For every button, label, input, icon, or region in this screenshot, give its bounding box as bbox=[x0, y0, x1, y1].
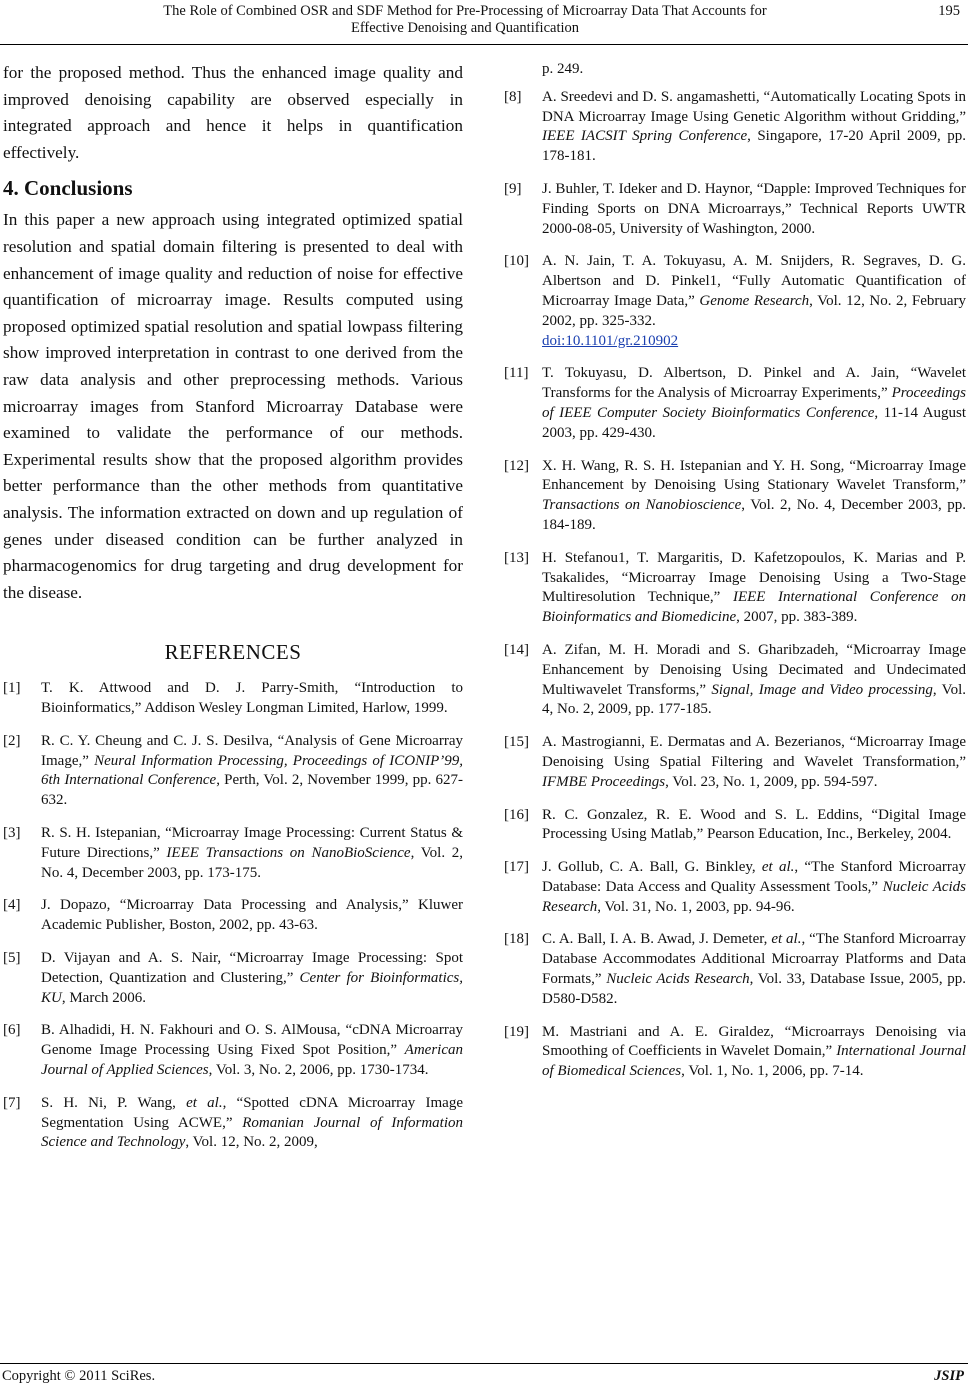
reference-item bbox=[504, 806, 966, 846]
reference-item bbox=[504, 364, 966, 443]
reference-list-right bbox=[504, 88, 966, 1082]
reference-text: H. Stefanou1, T. Margaritis, D. Kafetzopoulos, K. Marias and P. Tsakalides, “Microarray Image Denoising Using a Two-Stage Multiresolution Technique,” bbox=[542, 549, 966, 606]
reference-text: R. S. H. Istepanian, “Microarray Image Processing: Current Status & Future Directions,” bbox=[41, 825, 463, 861]
reference-text: IEEE International Conference on Bioinformatics and Biomedicine bbox=[542, 589, 966, 626]
left-column bbox=[3, 60, 463, 1166]
running-header bbox=[0, 0, 968, 45]
reference-number: [13] bbox=[504, 549, 529, 566]
reference-text: Transactions on Nanobioscience bbox=[542, 497, 742, 514]
reference-text: , “The Stanford Microarray Database: Data Access and Quality Assessment Tools,” bbox=[542, 859, 966, 895]
reference-text: IFMBE Proceedings bbox=[542, 773, 666, 790]
reference-text: , Vol. 2, No. 4, December 2003, pp. 184-189. bbox=[542, 497, 967, 533]
reference-item bbox=[3, 1094, 463, 1153]
reference-text: , Perth, Vol. 2, November 1999, pp. 627-632. bbox=[41, 772, 464, 809]
reference-text: , Vol. 3, No. 2, 2006, pp. 1730-1734. bbox=[208, 1062, 429, 1079]
reference-list-left bbox=[3, 679, 463, 1153]
running-title-line1: The Role of Combined OSR and SDF Method for Pre-Processing of Microarray Data That Accounts for bbox=[163, 3, 767, 19]
reference-number: [15] bbox=[504, 734, 529, 751]
reference-number: [1] bbox=[3, 680, 21, 697]
reference-text: Center for Bioinformatics, KU bbox=[41, 969, 463, 1006]
reference-number: [19] bbox=[504, 1023, 529, 1040]
reference-text: , Vol. 4, No. 2, 2009, pp. 177-185. bbox=[542, 681, 966, 718]
reference-text: , Vol. 31, No. 1, 2003, pp. 94-96. bbox=[597, 898, 795, 915]
reference-number: [5] bbox=[3, 950, 21, 967]
reference-item bbox=[504, 733, 966, 792]
running-title-line2: Effective Denoising and Quantification bbox=[350, 20, 580, 36]
reference-text: T. K. Attwood and D. J. Parry-Smith, “Introduction to Bioinformatics,” Addison Wesley Longman Limited, Harlow, 1999. bbox=[41, 680, 463, 717]
reference-text: et al. bbox=[771, 931, 802, 948]
reference-text: Proceedings of IEEE Computer Society Bioinformatics Conference bbox=[542, 385, 966, 421]
conclusions-text: In this paper a new approach using integrated optimized spatial resolution and spatial domain filtering is presented to deal with enhancement of image quality and reduction of noise for effective quantification of microarray image. Results computed using proposed optimized spatial resolution and spatial lowpass filtering show improved interpretation in contrast to one derived from the raw data analysis and other preprocessing methods. Various microarray images from Stanford Microarray Database were examined to validate the performance of our methods. Experimental results show that the proposed algorithm provides better performance than the other methods from quantitative analysis. The information extracted on down and up regulation of genes under diseased condition can be further analyzed in pharmacogenomics for drug targeting and drug development for the disease. bbox=[3, 210, 463, 602]
reference-item bbox=[504, 930, 966, 1009]
reference-text: , Vol. 33, Database Issue, 2005, pp. D580-D582. bbox=[542, 971, 967, 1007]
reference-text: , Vol. 12, No. 2, February 2002, pp. 325-332. bbox=[542, 292, 966, 329]
reference-text: , Vol. 23, No. 1, 2009, pp. 594-597. bbox=[665, 773, 878, 790]
reference-text: American Journal of Applied Sciences bbox=[41, 1042, 463, 1079]
reference-text: , “The Stanford Microarray Database Accommodates Additional Microarray Platforms and Data Formats,” bbox=[542, 931, 966, 988]
reference-text: IEEE Transactions on NanoBioScience bbox=[166, 844, 411, 861]
reference-number: [6] bbox=[3, 1022, 21, 1039]
reference-item bbox=[504, 252, 966, 351]
reference-text: A. Sreedevi and D. S. angamashetti, “Automatically Locating Spots in DNA Microarray Image Using Genetic Algorithm without Gridding,” bbox=[542, 88, 966, 125]
reference-text: Neural Information Processing, Proceedings of ICONIP’99, 6th International Conference bbox=[41, 752, 464, 789]
reference-number: [11] bbox=[504, 365, 529, 382]
reference-item bbox=[504, 641, 966, 720]
reference-text: , 11-14 August 2003, pp. 429-430. bbox=[542, 404, 966, 441]
reference-number: [18] bbox=[504, 931, 529, 948]
reference-text: , March 2006. bbox=[61, 989, 146, 1006]
reference-text: Signal, Image and Video processing bbox=[711, 681, 933, 698]
copyright-text: Copyright © 2011 SciRes. bbox=[2, 1368, 156, 1384]
reference-text: Nucleic Acids Research bbox=[606, 971, 750, 988]
reference-text: International Journal of Biomedical Sciences bbox=[542, 1043, 966, 1080]
reference-item bbox=[504, 858, 966, 917]
doi-link[interactable]: doi:10.1101/gr.210902 bbox=[542, 332, 679, 349]
journal-abbrev: JSIP bbox=[934, 1368, 964, 1384]
reference-number: [14] bbox=[504, 641, 529, 658]
reference-text: Nucleic Acids Research bbox=[542, 878, 966, 915]
reference-text: , “Spotted cDNA Microarray Image Segmentation Using ACWE,” bbox=[41, 1094, 464, 1131]
reference-text: , Singapore, 17-20 April 2009, pp. 178-181. bbox=[542, 128, 966, 165]
reference-number: [12] bbox=[504, 457, 529, 474]
references-heading: REFERENCES bbox=[164, 640, 302, 665]
intro-paragraph: for the proposed method. Thus the enhanced image quality and improved denoising capability are observed especially in integrated approach and hence it helps in quantification effectively. bbox=[3, 63, 463, 162]
reference-text: C. A. Ball, I. A. B. Awad, J. Demeter, bbox=[542, 931, 772, 948]
reference-item bbox=[3, 949, 463, 1008]
reference-text: J. Gollub, C. A. Ball, G. Binkley, bbox=[542, 859, 762, 876]
reference-text: T. Tokuyasu, D. Albertson, D. Pinkel and A. Jain, “Wavelet Transforms for the Analysis of Microarray Experiments,” bbox=[542, 365, 966, 402]
reference-number: [7] bbox=[3, 1094, 21, 1111]
reference-item bbox=[3, 896, 463, 936]
reference-text: , Vol. 12, No. 2, 2009, bbox=[185, 1134, 318, 1151]
reference-text: A. Mastrogianni, E. Dermatas and A. Bezerianos, “Microarray Image Denoising Using Spatial Filtering and Wavelet Transformation,” bbox=[542, 734, 966, 770]
reference-text: R. C. Y. Cheung and C. J. S. Desilva, “Analysis of Gene Microarray Image,” bbox=[41, 732, 463, 769]
reference-text: , 2007, pp. 383-389. bbox=[736, 609, 858, 626]
reference-text: B. Alhadidi, H. N. Fakhouri and O. S. AlMousa, “cDNA Microarray Genome Image Processing Using Fixed Spot Position,” bbox=[41, 1022, 463, 1059]
reference-item bbox=[504, 180, 966, 239]
reference-item bbox=[3, 1021, 463, 1080]
page-footer bbox=[0, 1363, 968, 1386]
reference-text: , Vol. 2, No. 4, December 2003, pp. 173-175. bbox=[41, 844, 463, 881]
reference-text: D. Vijayan and A. S. Nair, “Microarray Image Processing: Spot Detection, Quantization and Clustering,” bbox=[41, 950, 463, 986]
reference-item bbox=[3, 732, 463, 811]
reference-number: [9] bbox=[504, 180, 522, 197]
reference-item bbox=[504, 1023, 966, 1082]
reference-text: M. Mastriani and A. E. Giraldez, “Microarrays Denoising via Smoothing of Coefficients in Wavelet Domain,” bbox=[542, 1023, 966, 1060]
reference-number: [8] bbox=[504, 88, 522, 105]
reference-text: S. H. Ni, P. Wang, bbox=[41, 1094, 187, 1111]
reference-text: R. C. Gonzalez, R. E. Wood and S. L. Eddins, “Digital Image Processing Using Matlab,” Pearson Education, Inc., Berkeley, 2004. bbox=[542, 806, 966, 843]
reference-text: A. Zifan, M. H. Moradi and S. Gharibzadeh, “Microarray Image Enhancement by Denoising Using Decimated and Undecimated Multiwavelet Transforms,” bbox=[542, 641, 966, 698]
reference-number: [17] bbox=[504, 859, 529, 876]
reference-item bbox=[504, 88, 966, 167]
right-column bbox=[504, 60, 966, 1095]
reference-number: [2] bbox=[3, 732, 21, 749]
reference-text: A. N. Jain, T. A. Tokuyasu, A. M. Snijders, R. Segraves, D. G. Albertson and D. Pinkel1, “Fully Automatic Quantification of Microarray Image Data,” bbox=[542, 253, 966, 309]
reference-item bbox=[504, 457, 966, 536]
reference-item bbox=[3, 679, 463, 719]
reference-number: [3] bbox=[3, 825, 21, 842]
conclusions-heading: 4. Conclusions bbox=[3, 176, 133, 201]
reference-text: Romanian Journal of Information Science and Technology bbox=[41, 1114, 463, 1151]
reference-item bbox=[3, 824, 463, 883]
reference-text: Genome Research bbox=[699, 292, 810, 309]
page-number: 195 bbox=[938, 3, 960, 19]
reference-7-continuation: p. 249. bbox=[542, 61, 584, 77]
reference-number: [16] bbox=[504, 806, 529, 823]
reference-text: J. Buhler, T. Ideker and D. Haynor, “Dapple: Improved Techniques for Finding Sports on DNA Microarrays,” Technical Reports UWTR 2000-08-05, University of Washington, 2000. bbox=[542, 180, 966, 237]
reference-text: et al. bbox=[186, 1094, 223, 1111]
reference-item bbox=[504, 549, 966, 628]
reference-number: [4] bbox=[3, 897, 21, 914]
reference-text: J. Dopazo, “Microarray Data Processing and Analysis,” Kluwer Academic Publisher, Boston, 2002, pp. 43-63. bbox=[41, 897, 463, 934]
reference-text: X. H. Wang, R. S. H. Istepanian and Y. H. Song, “Microarray Image Enhancement by Denoising Using Stationary Wavelet Transform,” bbox=[542, 457, 966, 494]
reference-text: IEEE IACSIT Spring Conference bbox=[542, 128, 748, 145]
reference-text: et al. bbox=[761, 859, 795, 876]
reference-text: , Vol. 1, No. 1, 2006, pp. 7-14. bbox=[681, 1063, 864, 1080]
reference-number: [10] bbox=[504, 253, 529, 270]
running-title bbox=[40, 3, 890, 37]
